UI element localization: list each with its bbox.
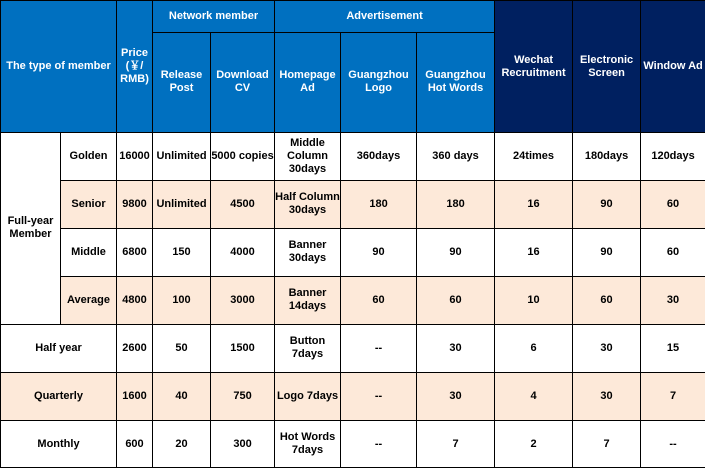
table-row-half-year — [1, 324, 705, 373]
window-ad-cell: 15 — [641, 324, 705, 373]
download-cv-cell: 5000 copies — [211, 133, 275, 181]
screen-cell: 30 — [573, 373, 641, 421]
wechat-cell: 6 — [495, 324, 573, 373]
download-cv-cell: 4000 — [211, 228, 275, 276]
guangzhou-hot-words-cell: 7 — [417, 421, 495, 468]
price-cell: 2600 — [117, 324, 153, 373]
table-row-senior — [1, 181, 705, 229]
price-header: Price (￥/ RMB) — [117, 1, 153, 133]
table-row-average — [1, 276, 705, 324]
homepage-ad-cell: Half Column 30days — [275, 181, 341, 229]
guangzhou-hot-words-header: Guangzhou Hot Words — [417, 32, 495, 133]
wechat-cell: 4 — [495, 373, 573, 421]
member-level: Middle — [61, 228, 117, 276]
release-post-cell: 50 — [153, 324, 211, 373]
member-level: Golden — [61, 133, 117, 181]
guangzhou-logo-cell: -- — [341, 421, 417, 468]
screen-cell: 7 — [573, 421, 641, 468]
full-year-member-label: Full-year Member — [1, 133, 61, 324]
homepage-ad-cell: Button 7days — [275, 324, 341, 373]
release-post-cell: 20 — [153, 421, 211, 468]
window-ad-cell: -- — [641, 421, 705, 468]
wechat-cell: 16 — [495, 181, 573, 229]
advertisement-header: Advertisement — [275, 1, 495, 33]
electronic-screen-header: Electronic Screen — [573, 1, 641, 133]
wechat-cell: 24times — [495, 133, 573, 181]
wechat-cell: 2 — [495, 421, 573, 468]
guangzhou-hot-words-cell: 180 — [417, 181, 495, 229]
screen-cell: 60 — [573, 276, 641, 324]
guangzhou-logo-header: Guangzhou Logo — [341, 32, 417, 133]
download-cv-cell: 750 — [211, 373, 275, 421]
price-cell: 9800 — [117, 181, 153, 229]
wechat-recruitment-header: Wechat Recruitment — [495, 1, 573, 133]
wechat-cell: 16 — [495, 228, 573, 276]
release-post-cell: 150 — [153, 228, 211, 276]
member-type-header: The type of member — [1, 1, 117, 133]
screen-cell: 180days — [573, 133, 641, 181]
window-ad-cell: 30 — [641, 276, 705, 324]
period-label: Half year — [1, 324, 117, 373]
guangzhou-hot-words-cell: 60 — [417, 276, 495, 324]
release-post-cell: Unlimited — [153, 133, 211, 181]
release-post-header: Release Post — [153, 32, 211, 133]
guangzhou-logo-cell: 90 — [341, 228, 417, 276]
table-row-middle — [1, 228, 705, 276]
download-cv-header: Download CV — [211, 32, 275, 133]
screen-cell: 30 — [573, 324, 641, 373]
download-cv-cell: 300 — [211, 421, 275, 468]
price-cell: 6800 — [117, 228, 153, 276]
guangzhou-hot-words-cell: 30 — [417, 373, 495, 421]
guangzhou-hot-words-cell: 90 — [417, 228, 495, 276]
guangzhou-hot-words-cell: 30 — [417, 324, 495, 373]
header-row-1 — [1, 1, 705, 33]
homepage-ad-cell: Hot Words 7days — [275, 421, 341, 468]
price-cell: 600 — [117, 421, 153, 468]
table-row-golden — [1, 133, 705, 181]
release-post-cell: 40 — [153, 373, 211, 421]
homepage-ad-header: Homepage Ad — [275, 32, 341, 133]
window-ad-cell: 60 — [641, 181, 705, 229]
price-cell: 16000 — [117, 133, 153, 181]
period-label: Quarterly — [1, 373, 117, 421]
window-ad-cell: 7 — [641, 373, 705, 421]
member-level: Senior — [61, 181, 117, 229]
window-ad-header: Window Ad — [641, 1, 705, 133]
homepage-ad-cell: Banner 30days — [275, 228, 341, 276]
wechat-cell: 10 — [495, 276, 573, 324]
homepage-ad-cell: Banner 14days — [275, 276, 341, 324]
release-post-cell: 100 — [153, 276, 211, 324]
download-cv-cell: 1500 — [211, 324, 275, 373]
guangzhou-logo-cell: -- — [341, 373, 417, 421]
guangzhou-logo-cell: 60 — [341, 276, 417, 324]
homepage-ad-cell: Middle Column 30days — [275, 133, 341, 181]
homepage-ad-cell: Logo 7days — [275, 373, 341, 421]
download-cv-cell: 4500 — [211, 181, 275, 229]
price-cell: 1600 — [117, 373, 153, 421]
screen-cell: 90 — [573, 228, 641, 276]
download-cv-cell: 3000 — [211, 276, 275, 324]
table-row-monthly — [1, 421, 705, 468]
period-label: Monthly — [1, 421, 117, 468]
price-cell: 4800 — [117, 276, 153, 324]
member-level: Average — [61, 276, 117, 324]
table-row-quarterly — [1, 373, 705, 421]
window-ad-cell: 60 — [641, 228, 705, 276]
window-ad-cell: 120days — [641, 133, 705, 181]
screen-cell: 90 — [573, 181, 641, 229]
guangzhou-logo-cell: -- — [341, 324, 417, 373]
guangzhou-logo-cell: 180 — [341, 181, 417, 229]
guangzhou-logo-cell: 360days — [341, 133, 417, 181]
guangzhou-hot-words-cell: 360 days — [417, 133, 495, 181]
release-post-cell: Unlimited — [153, 181, 211, 229]
network-member-header: Network member — [153, 1, 275, 33]
